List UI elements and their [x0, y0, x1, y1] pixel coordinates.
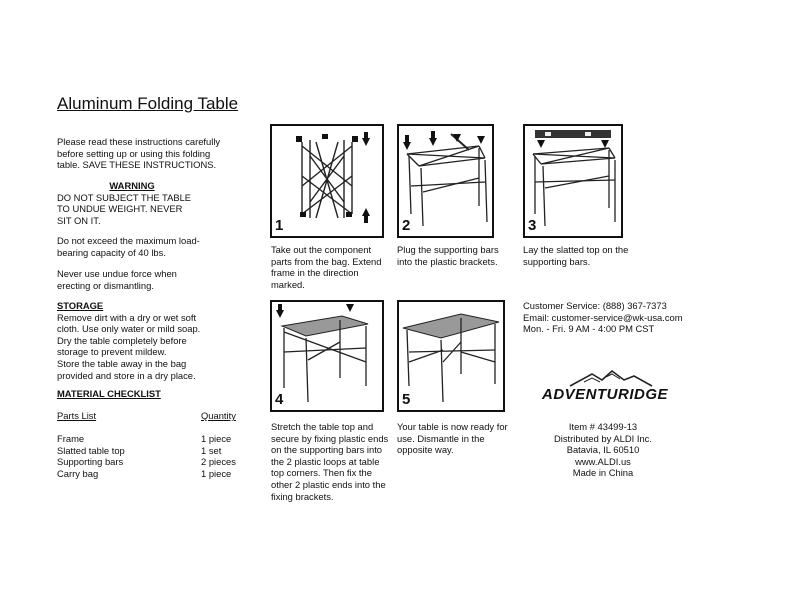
storage-line: storage to prevent mildew.	[57, 346, 167, 358]
caption-line: on the supporting bars into	[271, 444, 383, 456]
step-number: 1	[275, 217, 284, 234]
frame-with-bars-drawing	[399, 126, 492, 236]
step-3-caption	[523, 244, 628, 267]
checklist-row	[57, 433, 232, 444]
step-4-illustration	[270, 300, 384, 412]
capacity-line: bearing capacity of 40 lbs.	[57, 246, 166, 258]
slatted-top-drawing	[525, 126, 621, 236]
step-5-caption	[397, 421, 508, 456]
capacity-line: Do not exceed the maximum load-	[57, 235, 200, 246]
caption-line: Plug the supporting bars	[397, 244, 499, 255]
folded-frame-drawing	[272, 126, 382, 236]
stretch-top-drawing	[272, 302, 382, 410]
part-name: Frame	[57, 433, 85, 444]
storage-line: cloth. Use only water or mild soap.	[57, 323, 201, 335]
storage-heading: STORAGE	[57, 300, 104, 311]
part-qty: 1 piece	[201, 467, 232, 479]
checklist-row	[57, 456, 236, 467]
intro-line: Please read these instructions carefully	[57, 136, 221, 147]
caption-line: supporting bars.	[523, 255, 591, 267]
caption-line: parts from the bag. Extend	[271, 255, 382, 267]
step-5-illustration	[397, 300, 505, 412]
storage-line: Store the table away in the bag	[57, 357, 187, 369]
storage-line: Dry the table completely before	[57, 334, 187, 346]
website: www.ALDI.us	[575, 455, 631, 467]
storage-line: Remove dirt with a dry or wet soft	[57, 311, 197, 323]
storage-block	[57, 300, 200, 381]
warning-line: TO UNDUE WEIGHT. NEVER	[57, 203, 183, 215]
caption-line: top corners. Then fix the	[271, 467, 372, 479]
intro-line: table. SAVE THESE INSTRUCTIONS.	[57, 159, 217, 171]
part-qty: 1 set	[201, 444, 222, 456]
step-1-caption	[271, 244, 381, 290]
step-3-illustration	[523, 124, 623, 238]
step-number: 5	[402, 391, 411, 408]
caption-line: other 2 plastic ends into the	[271, 478, 386, 490]
warning-block	[57, 180, 207, 226]
part-qty: 2 pieces	[201, 456, 236, 467]
item-info-block	[536, 421, 670, 479]
step-number: 3	[528, 217, 537, 234]
part-qty: 1 piece	[201, 433, 232, 444]
storage-line: provided and store in a dry place.	[57, 369, 196, 381]
force-line: erecting or dismantling.	[57, 279, 154, 291]
caption-line: Lay the slatted top on the	[523, 244, 629, 255]
force-line: Never use undue force when	[57, 268, 177, 279]
page-title: Aluminum Folding Table	[57, 94, 239, 113]
step-4-caption	[271, 421, 388, 502]
step-number: 4	[275, 391, 284, 408]
customer-service-email: Email: customer-service@wk-usa.com	[523, 311, 683, 323]
caption-line: use. Dismantle in the	[397, 432, 485, 444]
caption-line: secure by fixing plastic ends	[271, 432, 389, 444]
warning-line: DO NOT SUBJECT THE TABLE	[57, 191, 192, 203]
step-number: 2	[402, 217, 411, 234]
intro-line: before setting up or using this folding	[57, 147, 211, 159]
caption-line: into the plastic brackets.	[397, 255, 498, 267]
force-text	[57, 268, 177, 291]
caption-line: fixing brackets.	[271, 490, 334, 502]
warning-heading: WARNING	[109, 180, 155, 191]
checklist-row	[57, 467, 232, 479]
caption-line: frame in the direction	[271, 267, 359, 279]
caption-line: Your table is now ready for	[397, 421, 508, 432]
caption-line: Stretch the table top and	[271, 421, 374, 432]
origin: Made in China	[572, 467, 634, 479]
step-2-caption	[397, 244, 499, 267]
caption-line: opposite way.	[397, 444, 454, 456]
part-name: Supporting bars	[57, 456, 124, 467]
part-name: Slatted table top	[57, 444, 125, 456]
finished-table-drawing	[399, 302, 503, 410]
distributor-city: Batavia, IL 60510	[566, 444, 640, 456]
checklist-row	[57, 444, 222, 456]
brand-name: ADVENTURIDGE	[542, 386, 669, 403]
capacity-text	[57, 235, 200, 258]
brand-logo	[540, 368, 674, 408]
customer-service-block	[523, 300, 683, 335]
distributor: Distributed by ALDI Inc.	[554, 432, 652, 444]
caption-line: Take out the component	[271, 244, 372, 255]
checklist-heading	[57, 388, 161, 400]
customer-service-hours: Mon. - Fri. 9 AM - 4:00 PM CST	[523, 323, 655, 335]
mountain-icon	[540, 368, 674, 388]
intro-text	[57, 136, 220, 171]
step-1-illustration	[270, 124, 384, 238]
checklist-header	[57, 410, 236, 421]
customer-service-phone: Customer Service: (888) 367-7373	[523, 300, 667, 311]
warning-line: SIT ON IT.	[57, 214, 101, 226]
caption-line: marked.	[271, 278, 305, 290]
caption-line: the 2 plastic loops at table	[271, 455, 380, 467]
step-2-illustration	[397, 124, 494, 238]
checklist-heading-text: MATERIAL CHECKLIST	[57, 388, 161, 399]
part-name: Carry bag	[57, 467, 99, 479]
parts-list-header: Parts List	[57, 410, 97, 421]
item-number: Item # 43499-13	[568, 421, 638, 432]
quantity-header: Quantity	[201, 410, 236, 421]
